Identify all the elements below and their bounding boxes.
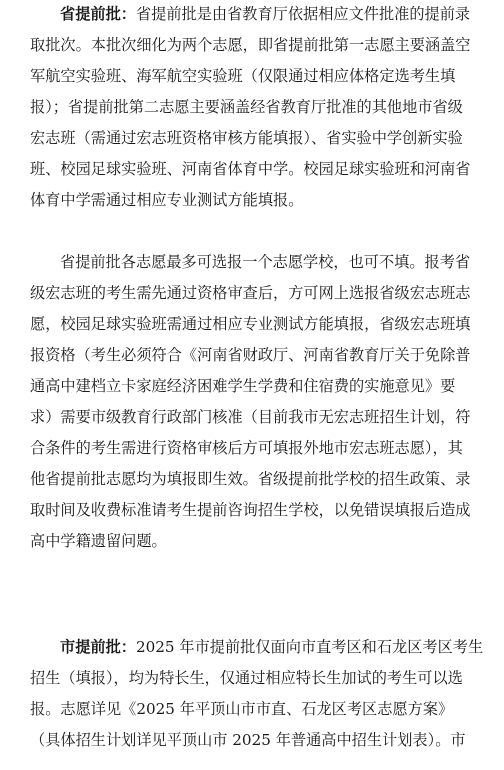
paragraph-1-term: 省提前批：	[60, 5, 136, 23]
paragraph-1-line-7: 体育中学需通过相应专业测试方能填报。	[30, 191, 304, 209]
paragraph-1-line-3: 军航空实验班、海军航空实验班（仅限通过相应体格定选考生填	[30, 67, 456, 85]
paragraph-2-line-4: 报资格（考生必须符合《河南省财政厅、河南省教育厅关于免除普	[30, 346, 471, 364]
paragraph-2-line-2: 级宏志班的考生需先通过资格审查后，方可网上选报省级宏志班志	[30, 284, 471, 302]
paragraph-3-line-2: 招生（填报），均为特长生，仅通过相应特长生加试的考生可以选	[30, 669, 463, 687]
paragraph-2-line-3: 愿，校园足球实验班需通过相应专业测试方能填报，省级宏志班填	[30, 315, 471, 333]
paragraph-1-line-4: 报）；省提前批第二志愿主要涵盖经省教育厅批准的其他地市省级	[30, 98, 463, 116]
paragraph-2-line-9: 取时间及收费标准请考生提前咨询招生学校，以免错误填报后造成	[30, 501, 471, 519]
paragraph-2-line-10: 高中学籍遗留问题。	[30, 532, 167, 550]
paragraph-3-line-3: 报。志愿详见《2025 年平顶山市市直、石龙区考区志愿方案》	[30, 700, 454, 718]
paragraph-1-line-1-text: 省提前批是由省教育厅依据相应文件批准的提前录	[135, 5, 471, 23]
paragraph-2-line-1: 省提前批各志愿最多可选报一个志愿学校，也可不填。报考省	[60, 253, 471, 271]
paragraph-2-line-5: 通高中建档立卡家庭经济困难学生学费和住宿费的实施意见》要	[30, 377, 456, 395]
paragraph-2-line-7: 合条件的考生需进行资格审核后方可填报外地市宏志班志愿），其	[30, 439, 463, 457]
paragraph-3-line-4: （具体招生计划详见平顶山市 2025 年普通高中招生计划表）。市	[30, 731, 466, 749]
paragraph-3-term: 市提前批：	[60, 638, 136, 656]
paragraph-3-line-1	[60, 635, 486, 659]
paragraph-1-line-1	[60, 2, 486, 26]
paragraph-2-line-6: 求）需要市级教育行政部门核准（目前我市无宏志班招生计划，符	[30, 408, 471, 426]
paragraph-2-line-11	[30, 560, 486, 584]
paragraph-3-line-1-text: 2025 年市提前批仅面向市直考区和石龙区考区考生	[135, 638, 484, 656]
paragraph-2-line-12	[30, 591, 486, 615]
paragraph-2-line-8: 他省提前批志愿均为填报即生效。省级提前批学校的招生政策、录	[30, 470, 471, 488]
paragraph-1-line-5: 宏志班（需通过宏志班资格审核方能填报）、省实验中学创新实验	[30, 129, 463, 147]
paragraph-1-line-2: 取批次。本批次细化为两个志愿，即省提前批第一志愿主要涵盖空	[30, 36, 471, 54]
paragraph-1-line-6: 班、校园足球实验班、河南省体育中学。校园足球实验班和河南省	[30, 160, 471, 178]
